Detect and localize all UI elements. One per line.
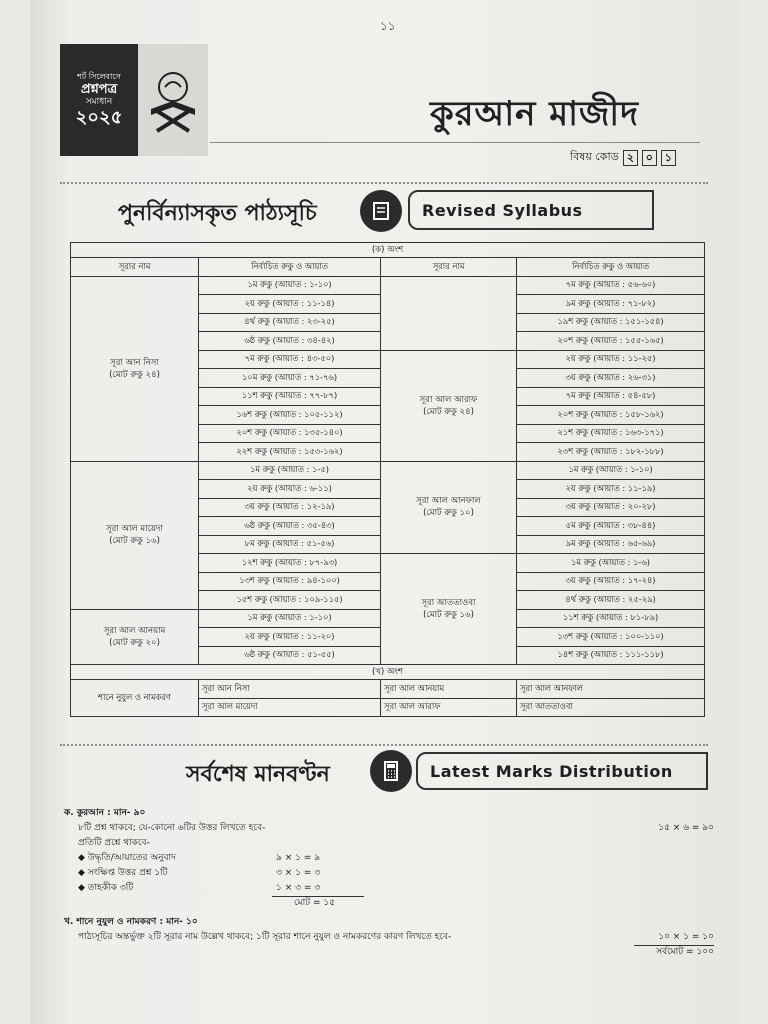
surah-name-cell — [71, 609, 199, 665]
part-b-surah: সূরা আল মায়েদা — [199, 698, 381, 717]
section-b-calc: ১০ × ১ = ১০ — [658, 932, 714, 942]
ruku-cell: ১ম রুকু (আয়াত : ১-১০) — [199, 609, 381, 628]
section-a-heading: ক. কুরআন : মান- ৯০ — [64, 808, 146, 818]
marks-item-calc: ৯ × ১ = ৯ — [276, 853, 321, 863]
part-b-surah: সূরা আন নিসা — [199, 680, 381, 699]
marks-item: ◆ সংক্ষিপ্ত উত্তর প্রশ্ন ১টি — [78, 868, 168, 878]
ruku-cell: ২০শ রুকু (আয়াত : ১৫৮-১৬২) — [517, 406, 705, 425]
revised-syllabus-title-en: Revised Syllabus — [408, 190, 654, 230]
syllabus-row — [71, 461, 705, 480]
ruku-cell: ১০ম রুকু (আয়াত : ৭১-৭৬) — [199, 369, 381, 388]
surah-total-ruku: (মোট রুকু ২৪) — [423, 406, 474, 417]
part-b-surah: সূরা আল আনয়াম — [381, 680, 517, 699]
ruku-cell: ১১শ রুকু (আয়াত : ৮১-৮৯) — [517, 609, 705, 628]
surah-name: সূরা আন নিসা — [110, 357, 159, 368]
diamond-bullet-icon: ◆ — [78, 853, 88, 863]
ruku-cell: ১৩শ রুকু (আয়াত : ৯৪-১০০) — [199, 572, 381, 591]
syllabus-table — [70, 242, 705, 717]
ruku-cell: ৩য় রুকু (আয়াত : ১২-১৯) — [199, 498, 381, 517]
ruku-cell: ৯ম রুকু (আয়াত : ৭১-৮২) — [517, 295, 705, 314]
ruku-cell: ৬ষ্ঠ রুকু (আয়াত : ৩৫-৪৩) — [199, 517, 381, 536]
cover-line2: প্রশ্নপত্র — [80, 82, 118, 97]
diamond-bullet-icon: ◆ — [78, 883, 88, 893]
surah-name: সূরা আল আরাফ — [419, 394, 478, 405]
surah-name-cell — [71, 276, 199, 461]
ruku-cell: ৮ম রুকু (আয়াত : ৫১-৫৬) — [199, 535, 381, 554]
ruku-cell: ১৩শ রুকু (আয়াত : ১০০-১১০) — [517, 628, 705, 647]
header-divider — [210, 142, 700, 143]
subject-code — [570, 148, 676, 167]
ruku-cell: ৭ম রুকু (আয়াত : ৫৬-৬০) — [517, 276, 705, 295]
part-b-row — [71, 680, 705, 699]
ruku-cell: ৬ষ্ঠ রুকু (আয়াত : ৩৪-৪২) — [199, 332, 381, 351]
ruku-cell: ৭ম রুকু (আয়াত : ৫৪-৫৮) — [517, 387, 705, 406]
dotted-divider — [60, 182, 708, 184]
surah-name-cell — [381, 554, 517, 665]
syllabus-row — [71, 276, 705, 295]
part-b-surah: সূরা আল আনফাল — [517, 680, 705, 699]
part-b-surah: সূরা আততাওবা — [517, 698, 705, 717]
surah-total-ruku: (মোট রুকু ১০) — [423, 508, 474, 519]
ruku-cell: ৪র্থ রুকু (আয়াত : ২৩-২৫) — [199, 313, 381, 332]
section-a-instruction: ৮টি প্রশ্ন থাকবে; যে-কোনো ৬টির উত্তর লিখতে হবে- — [78, 823, 266, 833]
grand-total: সর্বমোট = ১০০ — [656, 947, 714, 957]
ruku-cell: ২১শ রুকু (আয়াত : ১৬৩-১৭১) — [517, 424, 705, 443]
surah-name-cell — [71, 461, 199, 609]
subject-code-digit: ০ — [642, 150, 657, 166]
section-a-note: প্রতিটি প্রশ্নে থাকবে- — [78, 838, 150, 848]
ruku-cell: ৫ম রুকু (আয়াত : ৩৮-৪৪) — [517, 517, 705, 536]
section-b-heading: খ. শানে নুযুল ও নামকরণ : মান- ১০ — [64, 917, 198, 927]
ruku-cell: ২০শ রুকু (আয়াত : ১৩৫-১৪০) — [199, 424, 381, 443]
column-header: নির্বাচিত রুকু ও আয়াত — [199, 258, 381, 277]
quran-stand-icon — [138, 44, 208, 156]
ruku-cell: ২য় রুকু (আয়াত : ১১-২৫) — [517, 350, 705, 369]
column-header: সূরার নাম — [71, 258, 199, 277]
ruku-cell: ১৫শ রুকু (আয়াত : ১০৯-১১৫) — [199, 591, 381, 610]
surah-total-ruku: (মোট রুকু ১৬) — [109, 536, 160, 546]
surah-total-ruku: (মোট রুকু ২০) — [109, 637, 160, 648]
cover-line1: শর্ট সিলেবাসে — [77, 72, 121, 81]
surah-name-cell — [381, 461, 517, 554]
ruku-cell: ২২শ রুকু (আয়াত : ১৫৩-১৬২) — [199, 443, 381, 462]
page-number: ১১ — [380, 19, 396, 33]
column-header: সূরার নাম — [381, 258, 517, 277]
ruku-cell: ৯ম রুকু (আয়াত : ৬৫-৬৯) — [517, 535, 705, 554]
marks-item-calc: ১ × ৩ = ৩ — [276, 883, 321, 893]
ruku-cell: ১ম রুকু (আয়াত : ১-১০) — [517, 461, 705, 480]
ruku-cell: ৩য় রুকু (আয়াত : ২৬-৩১) — [517, 369, 705, 388]
subject-code-digit: ১ — [661, 150, 676, 166]
surah-name-cell — [381, 276, 517, 350]
diamond-bullet-icon: ◆ — [78, 868, 88, 878]
surah-name: সূরা আততাওবা — [421, 598, 476, 608]
surah-name: সূরা আল মায়েদা — [106, 524, 163, 534]
ruku-cell: ১ম রুকু (আয়াত : ১-৬) — [517, 554, 705, 573]
ruku-cell: ৩য় রুকু (আয়াত : ১৭-২৪) — [517, 572, 705, 591]
ruku-cell: ৭ম রুকু (আয়াত : ৪৩-৫০) — [199, 350, 381, 369]
part-b-topic: শানে নুযুল ও নামকরণ — [71, 680, 199, 717]
part-b-surah: সূরা আল আরাফ — [381, 698, 517, 717]
ruku-cell: ৪র্থ রুকু (আয়াত : ২৫-২৯) — [517, 591, 705, 610]
part-a-label: (ক) অংশ — [71, 243, 705, 258]
ruku-cell: ৬ষ্ঠ রুকু (আয়াত : ৫১-৫৫) — [199, 646, 381, 665]
column-header: নির্বাচিত রুকু ও আয়াত — [517, 258, 705, 277]
ruku-cell: ২০শ রুকু (আয়াত : ১৫৫-১৬৫) — [517, 332, 705, 351]
surah-name: সূরা আল আনফাল — [416, 496, 481, 507]
marks-item-calc: ৩ × ১ = ৩ — [276, 868, 321, 878]
ruku-cell: ১২শ রুকু (আয়াত : ৮৭-৯৩) — [199, 554, 381, 573]
book-icon — [360, 190, 402, 232]
ruku-cell: ১১শ রুকু (আয়াত : ৭৭-৮৭) — [199, 387, 381, 406]
ruku-cell: ২য় রুকু (আয়াত : ৬-১১) — [199, 480, 381, 499]
ruku-cell: ১৬শ রুকু (আয়াত : ১০৫-১১২) — [199, 406, 381, 425]
surah-total-ruku: (মোট রুকু ২৪) — [109, 369, 160, 380]
section-b-instruction: পাঠ্যসূচির অন্তর্ভুক্ত ২টি সূরার নাম উল্লেখ থাকবে; ১টি সূরার শানে নুযুল ও নামকরণের কারণ লিখতে হবে- — [78, 932, 452, 942]
marks-distribution — [64, 806, 714, 960]
cover-year: ২০২৫ — [75, 107, 123, 128]
ruku-cell: ২য় রুকু (আয়াত : ১১-১৯) — [517, 480, 705, 499]
dotted-divider — [60, 744, 708, 746]
section-a-calc: ১৫ × ৬ = ৯০ — [658, 823, 714, 833]
ruku-cell: ১ম রুকু (আয়াত : ১-৫) — [199, 461, 381, 480]
cover-line3: সমাধান — [85, 97, 113, 107]
calculator-icon — [370, 750, 412, 792]
marks-title-bn: সর্বশেষ মানবণ্টন — [186, 762, 330, 787]
ruku-cell: ২য় রুকু (আয়াত : ১১-২০) — [199, 628, 381, 647]
ruku-cell: ৩য় রুকু (আয়াত : ২০-২৮) — [517, 498, 705, 517]
revised-syllabus-title-bn: পুনর্বিন্যাসকৃত পাঠ্যসূচি — [118, 201, 317, 226]
marks-item: ◆ তাহকীক ৩টি — [78, 883, 134, 893]
surah-name: সূরা আল আনয়াম — [103, 625, 166, 636]
ruku-cell: ২৩শ রুকু (আয়াত : ১৮২-১৮৮) — [517, 443, 705, 462]
ruku-cell: ১ম রুকু (আয়াত : ১-১০) — [199, 276, 381, 295]
surah-name-cell — [381, 350, 517, 461]
surah-total-ruku: (মোট রুকু ১৬) — [423, 610, 474, 620]
marks-title-en: Latest Marks Distribution — [416, 752, 708, 790]
subtotal: মোট = ১৫ — [294, 898, 336, 908]
part-b-label: (খ) অংশ — [71, 665, 705, 680]
marks-item: ◆ উদ্ধৃতি/আয়াতের অনুবাদ — [78, 853, 176, 863]
subject-code-digit: ২ — [623, 150, 638, 166]
subject-title: কুরআন মাজীদ — [430, 94, 640, 134]
ruku-cell: ২য় রুকু (আয়াত : ১১-১৪) — [199, 295, 381, 314]
ruku-cell: ১৪শ রুকু (আয়াত : ১১১-১১৮) — [517, 646, 705, 665]
ruku-cell: ১৯শ রুকু (আয়াত : ১৫১-১৫৪) — [517, 313, 705, 332]
book-cover-logo — [60, 44, 138, 156]
subject-code-label: বিষয় কোড — [570, 150, 619, 163]
